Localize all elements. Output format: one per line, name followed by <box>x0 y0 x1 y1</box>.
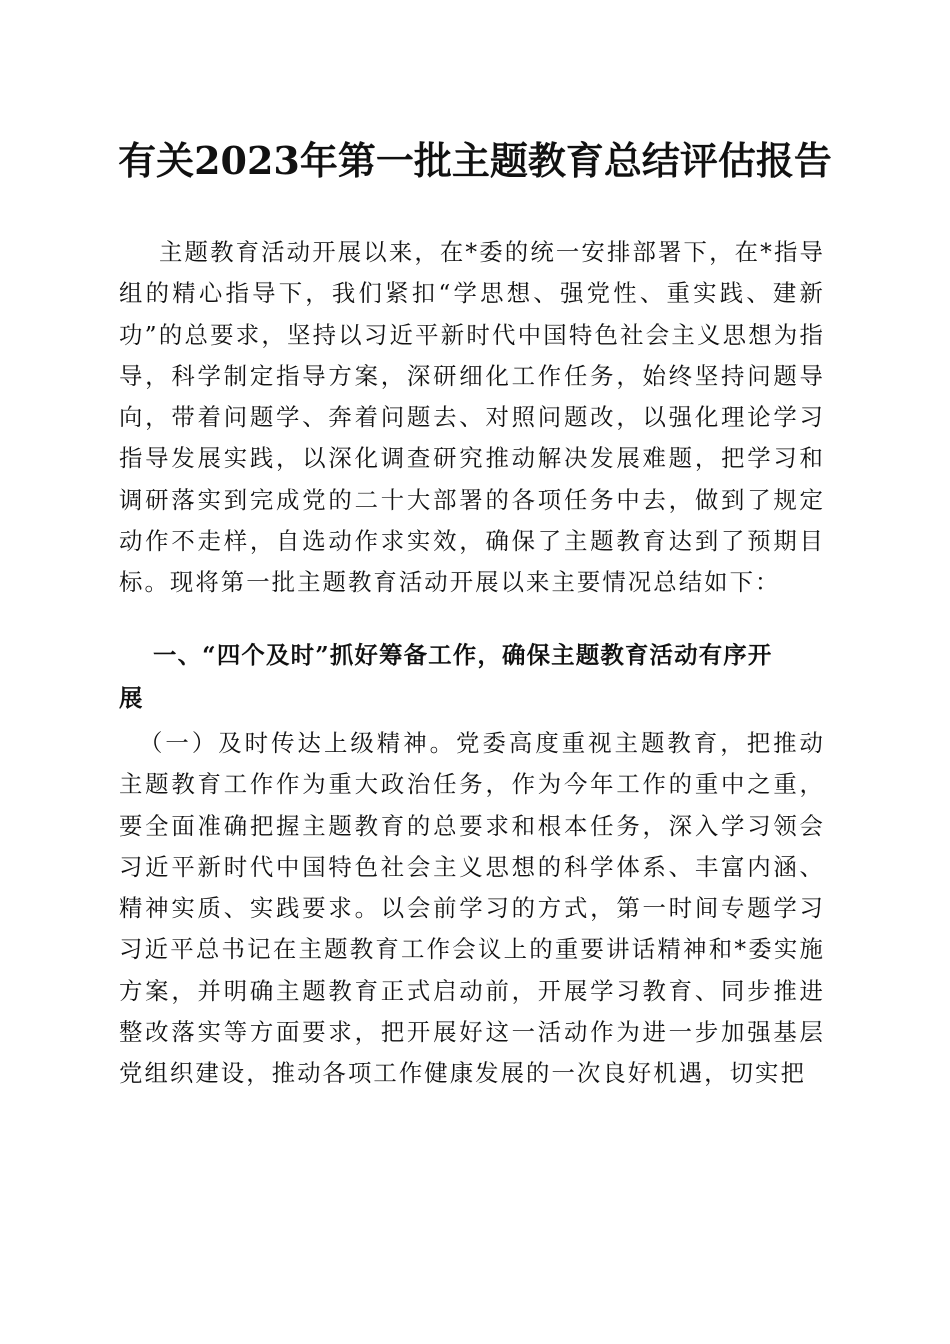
document-title: 有关2023年第一批主题教育总结评估报告 <box>118 138 832 183</box>
subsection-paragraph-1: （一）及时传达上级精神。党委高度重视主题教育，把推动主题教育工作作为重大政治任务，作为今年工作的重中之重，要全面准确把握主题教育的总要求和根本任务，深入学习领会习近平新时代中国特色社会主义思想的科学体系、丰富内涵、精神实质、实践要求。以会前学习的方式，第一时间专题学习习近平总书记在主题教育工作会议上的重要讲话精神和*委实施方案，并明确主题教育正式启动前，开展学习教育、同步推进整改落实等方面要求，把开展好这一活动作为进一步加强基层党组织建设，推动各项工作健康发展的一次良好机遇，切实把 <box>119 729 825 1088</box>
section-heading-1-line-b: 展 <box>119 684 144 712</box>
section-heading-1-line-a: 一、“四个及时”抓好筹备工作，确保主题教育活动有序开 <box>153 641 773 669</box>
intro-paragraph: 主题教育活动开展以来，在*委的统一安排部署下，在*指导组的精心指导下，我们紧扣“学思想、强党性、重实践、建新功”的总要求，坚持以习近平新时代中国特色社会主义思想为指导，科学制定指导方案，深研细化工作任务，始终坚持问题导向，带着问题学、奔着问题去、对照问题改，以强化理论学习指导发展实践，以深化调查研究推动解决发展难题，把学习和调研落实到完成党的二十大部署的各项任务中去，做到了规定动作不走样，自选动作求实效，确保了主题教育达到了预期目标。现将第一批主题教育活动开展以来主要情况总结如下： <box>119 238 825 597</box>
section-heading-1 <box>119 634 825 720</box>
